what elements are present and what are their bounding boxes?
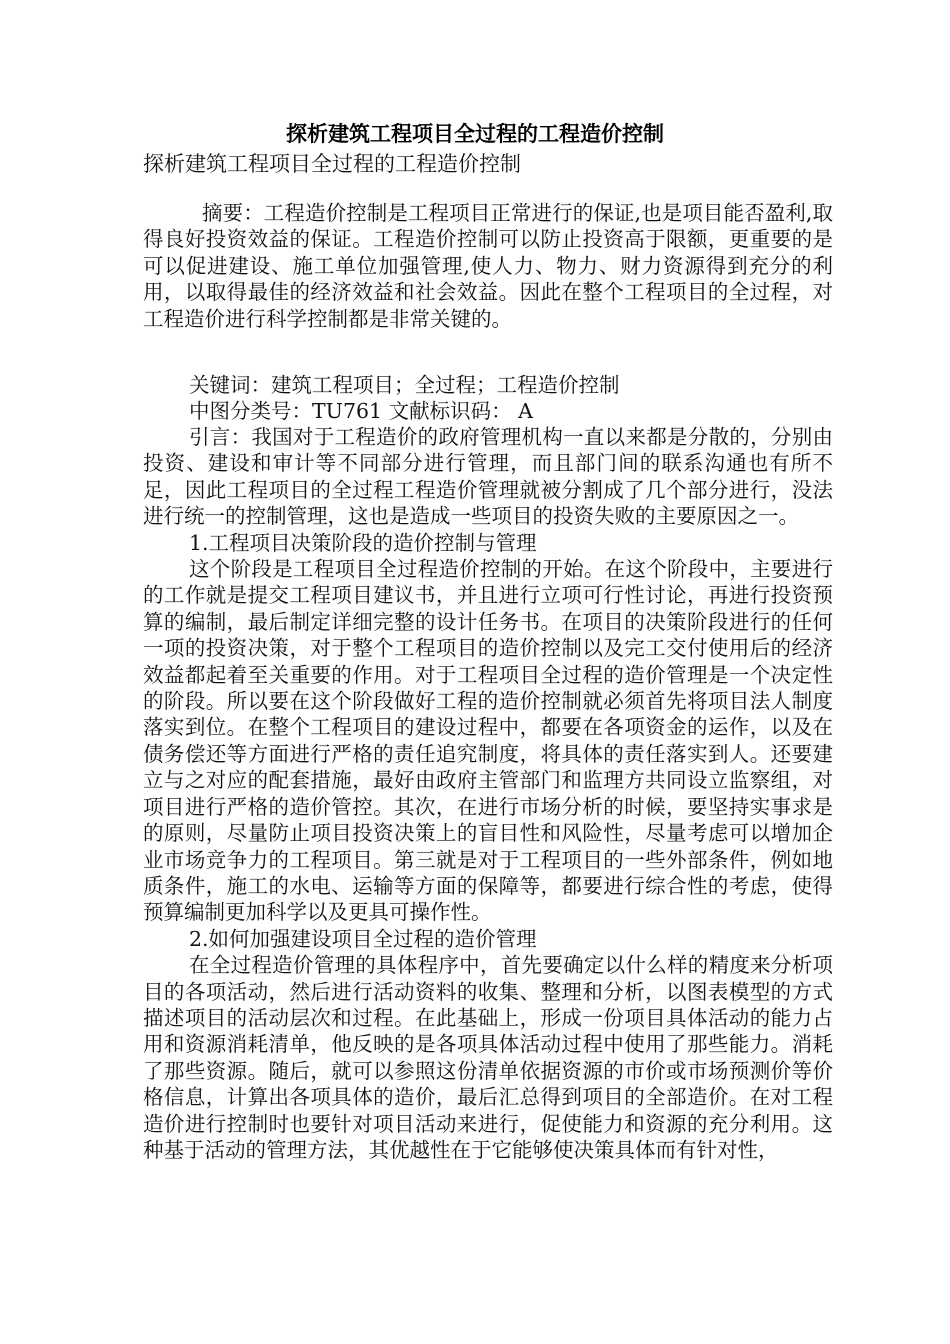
article-body (143, 424, 833, 1163)
section2-heading: 2.如何加强建设项目全过程的造价管理 (189, 926, 537, 951)
section1-paragraph: 这个阶段是工程项目全过程造价控制的开始。在这个阶段中，主要进行的工作就是提交工程项目建议书，并且进行立项可行性讨论，再进行投资预算的编制，最后制定详细完整的设计任务书。在项目的决策阶段进行的任何一项的投资决策，对于整个工程项目的造价控制以及完工交付使用后的经济效益都起着至关重要的作用。对于工程项目全过程的造价管理是一个决定性的阶段。所以要在这个阶段做好工程的造价控制就必须首先将项目法人制度落实到位。在整个工程项目的建设过程中，都要在各项资金的运作，以及在债务偿还等方面进行严格的责任追究制度，将具体的责任落实到人。还要建立与之对应的配套措施，最好由政府主管部门和监理方共同设立监察组，对项目进行严格的造价管控。其次，在进行市场分析的时候，要坚持实事求是的原则，尽量防止项目投资决策上的盲目性和风险性，尽量考虑可以增加企业市场竞争力的工程项目。第三就是对于工程项目的一些外部条件，例如地质条件，施工的水电、运输等方面的保障等，都要进行综合性的考虑，使得预算编制更加科学以及更具可操作性。 (143, 557, 833, 925)
section2-paragraph: 在全过程造价管理的具体程序中，首先要确定以什么样的精度来分析项目的各项活动，然后进行活动资料的收集、整理和分析，以图表模型的方式描述项目的活动层次和过程。在此基础上，形成一份项目具体活动的能力占用和资源消耗清单，他反映的是各项具体活动过程中使用了那些能力。消耗了那些资源。随后，就可以参照这份清单依据资源的市价或市场预测价等价格信息，计算出各项具体的造价，最后汇总得到项目的全部造价。在对工程造价进行控制时也要针对项目活动来进行，促使能力和资源的充分利用。这种基于活动的管理方法，其优越性在于它能够使决策具体而有针对性， (143, 953, 833, 1162)
document-title: 探析建筑工程项目全过程的工程造价控制 (286, 122, 664, 146)
section1-heading: 1.工程项目决策阶段的造价控制与管理 (189, 530, 537, 555)
abstract-paragraph: 摘要：工程造价控制是工程项目正常进行的保证,也是项目能否盈利,取得良好投资效益的保证。工程造价控制可以防止投资高于限额，更重要的是可以促进建设、施工单位加强管理,使人力、物力、财力资源得到充分的利用，以取得最佳的经济效益和社会效益。因此在整个工程项目的全过程，对工程造价进行科学控制都是非常关键的。 (143, 201, 833, 331)
document-subtitle: 探析建筑工程项目全过程的工程造价控制 (143, 152, 521, 176)
keywords-line: 关键词：建筑工程项目；全过程；工程造价控制 (189, 373, 620, 397)
metadata-block (143, 372, 833, 425)
classification-line: 中图分类号：TU761 文献标识码： A (189, 399, 533, 424)
intro-paragraph: 引言：我国对于工程造价的政府管理机构一直以来都是分散的，分别由投资、建设和审计等不同部分进行管理，而且部门间的联系沟通也有所不足，因此工程项目的全过程工程造价管理就被分割成了几个部分进行，没法进行统一的控制管理，这也是造成一些项目的投资失败的主要原因之一。 (143, 425, 833, 529)
